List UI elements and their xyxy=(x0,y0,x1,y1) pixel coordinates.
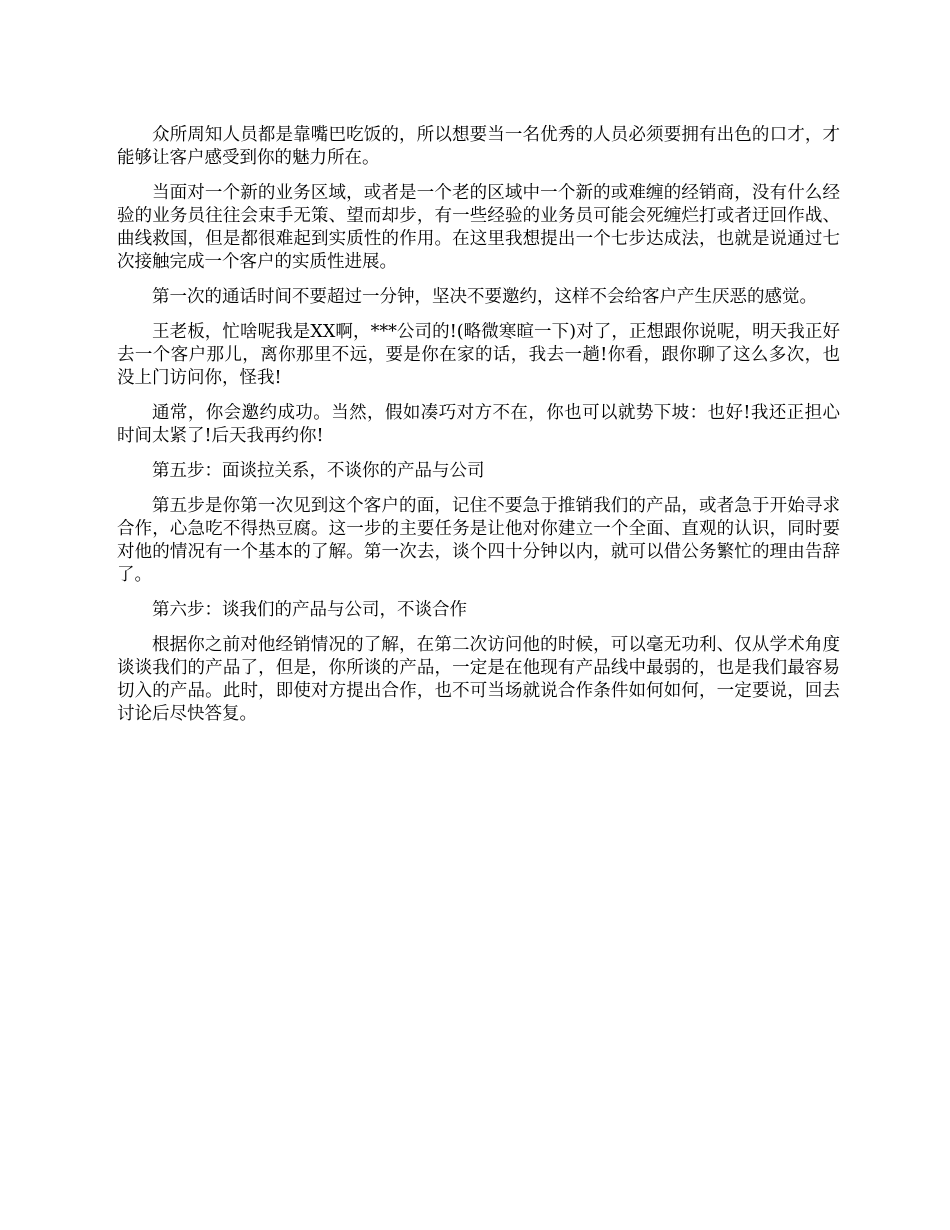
heading-step-six: 第六步：谈我们的产品与公司，不谈合作 xyxy=(152,600,467,620)
paragraph-first-call: 第一次的通话时间不要超过一分钟，坚决不要邀约，这样不会给客户产生厌恶的感觉。 xyxy=(152,287,817,307)
paragraph-step-five: 第五步是你第一次见到这个客户的面，记住不要急于推销我们的产品，或者急于开始寻求合作，心急吃不得热豆腐。这一步的主要任务是让他对你建立一个全面、直观的认识，同时要对他的情况有一个基本的了解。第一次去，谈个四十分钟以内，就可以借公务繁忙的理由告辞了。 xyxy=(117,496,840,585)
paragraph-step-six: 根据你之前对他经销情况的了解，在第二次访问他的时候，可以毫无功利、仅从学术角度谈谈我们的产品了，但是，你所谈的产品，一定是在他现有产品线中最弱的，也是我们最容易切入的产品。此时，即使对方提出合作，也不可当场就说合作条件如何如何，一定要说，回去讨论后尽快答复。 xyxy=(117,635,840,724)
paragraph-intro: 众所周知人员都是靠嘴巴吃饭的，所以想要当一名优秀的人员必须要拥有出色的口才，才能够让客户感受到你的魅力所在。 xyxy=(117,125,840,168)
heading-step-five: 第五步：面谈拉关系，不谈你的产品与公司 xyxy=(152,461,485,481)
paragraph-call-script: 王老板，忙啥呢我是XX啊，***公司的!(略微寒暄一下)对了，正想跟你说呢，明天我正好去一个客户那儿，离你那里不远，要是你在家的话，我去一趟!你看，跟你聊了这么多次，也没上门访问你，怪我! xyxy=(117,322,840,388)
paragraph-invite-result: 通常，你会邀约成功。当然，假如凑巧对方不在，你也可以就势下坡：也好!我还正担心时间太紧了!后天我再约你! xyxy=(117,403,840,446)
paragraph-seven-step-method: 当面对一个新的业务区域，或者是一个老的区域中一个新的或难缠的经销商，没有什么经验的业务员往往会束手无策、望而却步，有一些经验的业务员可能会死缠烂打或者迂回作战、曲线救国，但是都很难起到实质性的作用。在这里我想提出一个七步达成法，也就是说通过七次接触完成一个客户的实质性进展。 xyxy=(117,183,840,272)
document-body xyxy=(117,124,840,738)
